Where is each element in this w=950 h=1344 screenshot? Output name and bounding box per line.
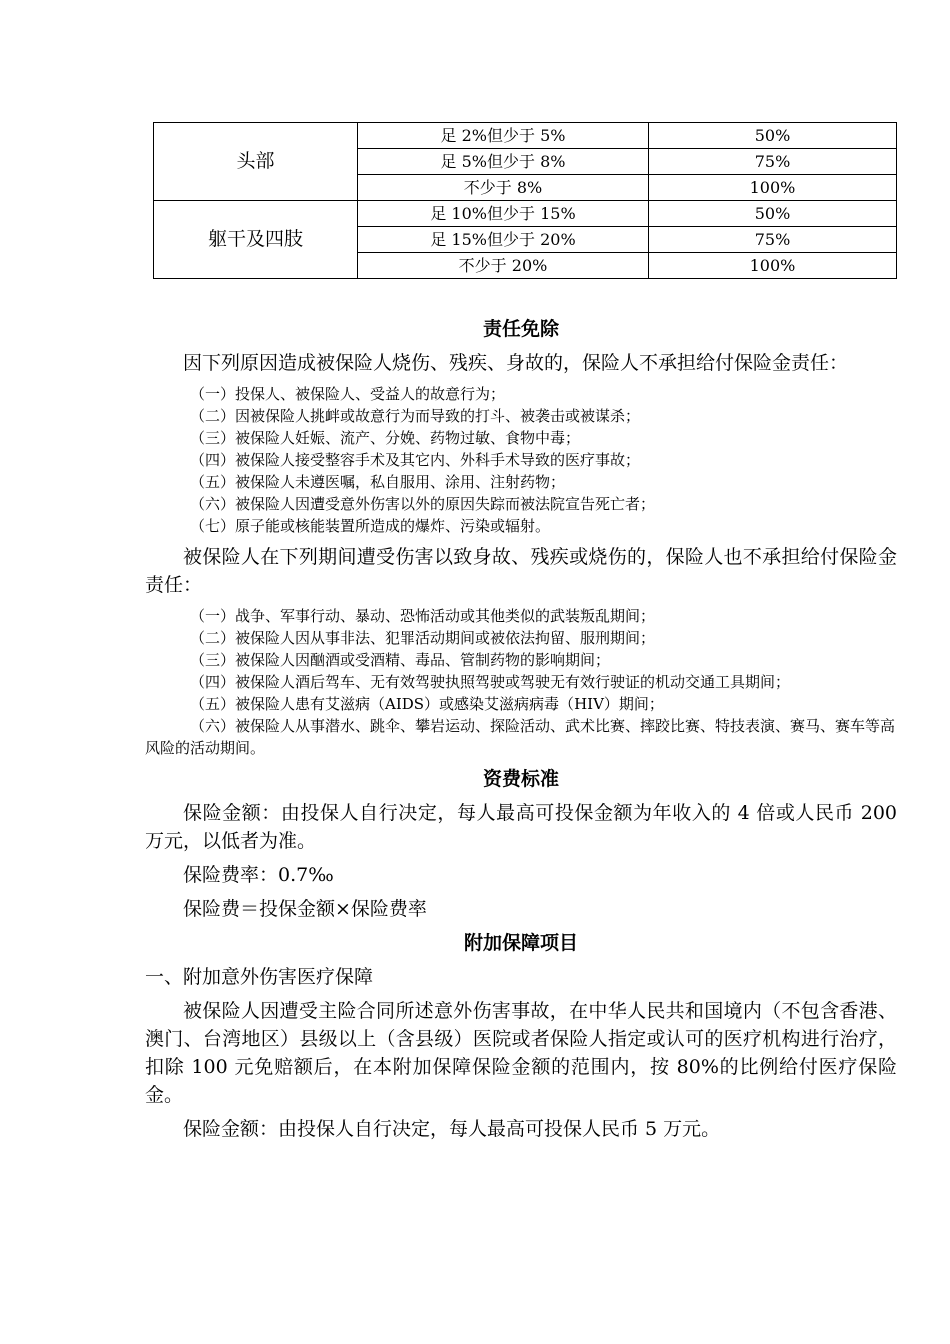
rates-amount: 保险金额：由投保人自行决定，每人最高可投保金额为年收入的 4 倍或人民币 200 万元，以低者为准。 — [145, 802, 897, 852]
list-item: （六）被保险人因遭受意外伤害以外的原因失踪而被法院宣告死亡者； — [190, 495, 656, 513]
list-item: （二）被保险人因从事非法、犯罪活动期间或被依法拘留、服刑期间； — [190, 629, 656, 647]
table-row — [154, 201, 897, 227]
rates-premium: 保险费＝投保金额×保险费率 — [183, 898, 427, 920]
burn-benefit-table — [153, 122, 897, 279]
payout-ratio-cell: 100% — [649, 175, 897, 201]
payout-ratio-cell: 50% — [649, 123, 897, 149]
list-item: （六）被保险人从事潜水、跳伞、攀岩运动、探险活动、武术比赛、摔跤比赛、特技表演、赛马、赛车等高风险的活动期间。 — [145, 717, 896, 757]
burn-range-cell: 足 2%但少于 5% — [358, 123, 649, 149]
list-item: （四）被保险人酒后驾车、无有效驾驶执照驾驶或驾驶无有效行驶证的机动交通工具期间； — [190, 673, 791, 691]
addon-subtitle: 一、附加意外伤害医疗保障 — [145, 966, 374, 988]
payout-ratio-cell: 75% — [649, 227, 897, 253]
list-item: （五）被保险人患有艾滋病（AIDS）或感染艾滋病病毒（HIV）期间； — [190, 695, 664, 713]
burn-range-cell: 足 5%但少于 8% — [358, 149, 649, 175]
list-item: （二）因被保险人挑衅或故意行为而导致的打斗、被袭击或被谋杀； — [190, 407, 641, 425]
burn-range-cell: 不少于 8% — [358, 175, 649, 201]
addon-amount: 保险金额：由投保人自行决定，每人最高可投保人民币 5 万元。 — [183, 1118, 721, 1140]
list-item: （一）战争、军事行动、暴动、恐怖活动或其他类似的武装叛乱期间； — [190, 607, 656, 625]
body-part-cell: 头部 — [154, 123, 358, 201]
burn-range-cell: 不少于 20% — [358, 253, 649, 279]
burn-range-cell: 足 15%但少于 20% — [358, 227, 649, 253]
payout-ratio-cell: 100% — [649, 253, 897, 279]
list-item: （一）投保人、被保险人、受益人的故意行为； — [190, 385, 506, 403]
payout-ratio-cell: 50% — [649, 201, 897, 227]
payout-ratio-cell: 75% — [649, 149, 897, 175]
rates-rate: 保险费率：0.7‰ — [183, 864, 334, 886]
burn-range-cell: 足 10%但少于 15% — [358, 201, 649, 227]
exclusions-intro-1: 因下列原因造成被保险人烧伤、残疾、身故的，保险人不承担给付保险金责任： — [183, 352, 849, 374]
exclusions-heading: 责任免除 — [482, 318, 559, 340]
rates-heading: 资费标准 — [482, 768, 559, 790]
body-part-cell: 躯干及四肢 — [154, 201, 358, 279]
list-item: （三）被保险人妊娠、流产、分娩、药物过敏、食物中毒； — [190, 429, 581, 447]
table-row — [154, 123, 897, 149]
list-item: （五）被保险人未遵医嘱，私自服用、涂用、注射药物； — [190, 473, 566, 491]
list-item: （四）被保险人接受整容手术及其它内、外科手术导致的医疗事故； — [190, 451, 641, 469]
addon-heading: 附加保障项目 — [463, 932, 578, 954]
exclusions-intro-2: 被保险人在下列期间遭受伤害以致身故、残疾或烧伤的，保险人也不承担给付保险金责任： — [145, 546, 897, 596]
document-page — [145, 122, 897, 1143]
list-item: （三）被保险人因酗酒或受酒精、毒品、管制药物的影响期间； — [190, 651, 611, 669]
list-item: （七）原子能或核能装置所造成的爆炸、污染或辐射。 — [190, 517, 551, 535]
addon-description: 被保险人因遭受主险合同所述意外伤害事故，在中华人民共和国境内（不包含香港、澳门、台湾地区）县级以上（含县级）医院或者保险人指定或认可的医疗机构进行治疗，扣除 100 元免赔额后，在本附加保障保险金额的范围内，按 80%的比例给付医疗保险金。 — [145, 1000, 897, 1106]
